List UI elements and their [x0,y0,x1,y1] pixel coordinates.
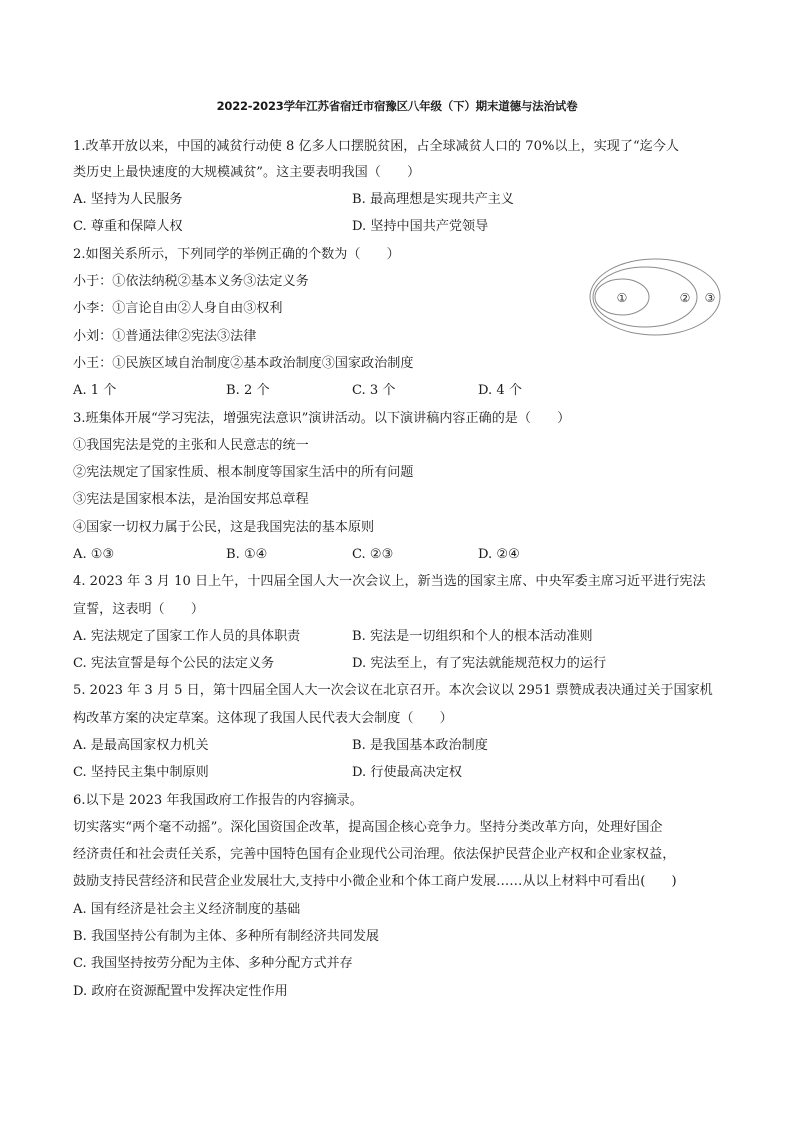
q3-item-4: ④国家一切权力属于公民，这是我国宪法的基本原则 [73,520,375,535]
q3-options-row [73,546,723,564]
q6-option-a[interactable]: A. 国有经济是社会主义经济制度的基础 [73,902,301,917]
exam-title: 2022-2023学年江苏省宿迁市宿豫区八年级（下）期末道德与法治试卷 [216,99,578,113]
q3-option-a[interactable]: A. ①③ [73,547,115,562]
q2-student-xiaoli: 小李：①言论自由②人身自由③权利 [73,301,283,316]
q1-option-d[interactable]: D. 坚持中国共产党领导 [352,219,489,234]
q2-option-d[interactable]: D. 4 个 [478,383,522,398]
q4-stem-line-2: 宣誓，这表明（ ） [73,602,204,617]
q4-options-row-2 [73,655,723,673]
q6-material-line-2: 经济责任和社会责任关系，完善中国特色国有企业现代公司治理。依法保护民营企业产权和企业家权益， [73,847,676,862]
q3-option-d[interactable]: D. ②④ [478,547,520,562]
q1-option-c[interactable]: C. 尊重和保障人权 [73,219,183,234]
q6-option-d[interactable]: D. 政府在资源配置中发挥决定性作用 [73,984,288,999]
q2-stem: 2.如图关系所示，下列同学的举例正确的个数为（ ） [73,247,400,262]
q1-options-row-1 [73,191,723,209]
q4-option-d[interactable]: D. 宪法至上，有了宪法就能规范权力的运行 [352,656,607,671]
q3-item-3: ③宪法是国家根本法，是治国安邦总章程 [73,492,309,507]
q5-stem-line-1: 5. 2023 年 3 月 5 日，第十四届全国人大一次会议在北京召开。本次会议以 2951 票赞成表决通过关于国家机 [73,683,713,698]
q1-options-row-2 [73,218,723,236]
q1-stem-line-1: 1.改革开放以来，中国的减贫行动使 8 亿多人口摆脱贫困，占全球减贫人口的 70%以上，实现了“迄今人 [73,139,679,154]
q1-option-a[interactable]: A. 坚持为人民服务 [73,192,183,207]
q1-option-b[interactable]: B. 最高理想是实现共产主义 [352,192,514,207]
q4-stem-line-1: 4. 2023 年 3 月 10 日上午，十四届全国人大一次会议上，新当选的国家主席、中央军委主席习近平进行宪法 [73,574,706,589]
diagram-label-3: ③ [704,291,716,305]
q4-option-b[interactable]: B. 宪法是一切组织和个人的根本活动准则 [352,629,593,644]
q2-option-a[interactable]: A. 1 个 [73,383,117,398]
q4-option-a[interactable]: A. 宪法规定了国家工作人员的具体职责 [73,629,301,644]
q5-option-b[interactable]: B. 是我国基本政治制度 [352,738,488,753]
q5-options-row-1 [73,737,723,755]
q3-option-c[interactable]: C. ②③ [352,547,394,562]
q2-option-c[interactable]: C. 3 个 [352,383,396,398]
q2-options-row [73,382,723,400]
q2-student-xiaowang: 小王：①民族区域自治制度②基本政治制度③国家政治制度 [73,356,414,371]
q6-material-line-1: 切实落实“两个毫不动摇”。深化国资国企改革，提高国企核心竞争力。坚持分类改革方向，处理好国企 [73,820,663,835]
diagram-label-1: ① [616,291,628,305]
q1-stem-line-2: 类历史上最快速度的大规模减贫”。这主要表明我国（ ） [73,165,421,180]
q4-options-row-1 [73,628,723,646]
q5-option-a[interactable]: A. 是最高国家权力机关 [73,738,209,753]
q3-item-2: ②宪法规定了国家性质、根本制度等国家生活中的所有问题 [73,465,414,480]
q5-option-c[interactable]: C. 坚持民主集中制原则 [73,765,209,780]
q5-options-row-2 [73,764,723,782]
q5-stem-line-2: 构改革方案的决定草案。这体现了我国人民代表大会制度（ ） [73,711,453,726]
q3-item-1: ①我国宪法是党的主张和人民意志的统一 [73,438,309,453]
q2-student-xiaoyu: 小于：①依法纳税②基本义务③法定义务 [73,274,309,289]
q2-option-b[interactable]: B. 2 个 [226,383,270,398]
q6-material-line-3: 鼓励支持民营经济和民营企业发展壮大,支持中小微企业和个体工商户发展……从以上材料中可看出( ) [73,874,677,889]
q4-option-c[interactable]: C. 宪法宣誓是每个公民的法定义务 [73,656,275,671]
q6-option-c[interactable]: C. 我国坚持按劳分配为主体、多种分配方式并存 [73,956,353,971]
q6-option-b[interactable]: B. 我国坚持公有制为主体、多种所有制经济共同发展 [73,929,380,944]
outer-ellipse-3 [590,259,720,335]
q3-option-b[interactable]: B. ①④ [226,547,268,562]
nested-ellipses-diagram [588,256,723,338]
q6-stem: 6.以下是 2023 年我国政府工作报告的内容摘录。 [73,793,363,808]
q3-stem: 3.班集体开展“学习宪法，增强宪法意识”演讲活动。以下演讲稿内容正确的是（ ） [73,411,571,426]
q2-student-xiaoliu: 小刘：①普通法律②宪法③法律 [73,329,257,344]
diagram-label-2: ② [679,291,691,305]
q5-option-d[interactable]: D. 行使最高决定权 [352,765,463,780]
